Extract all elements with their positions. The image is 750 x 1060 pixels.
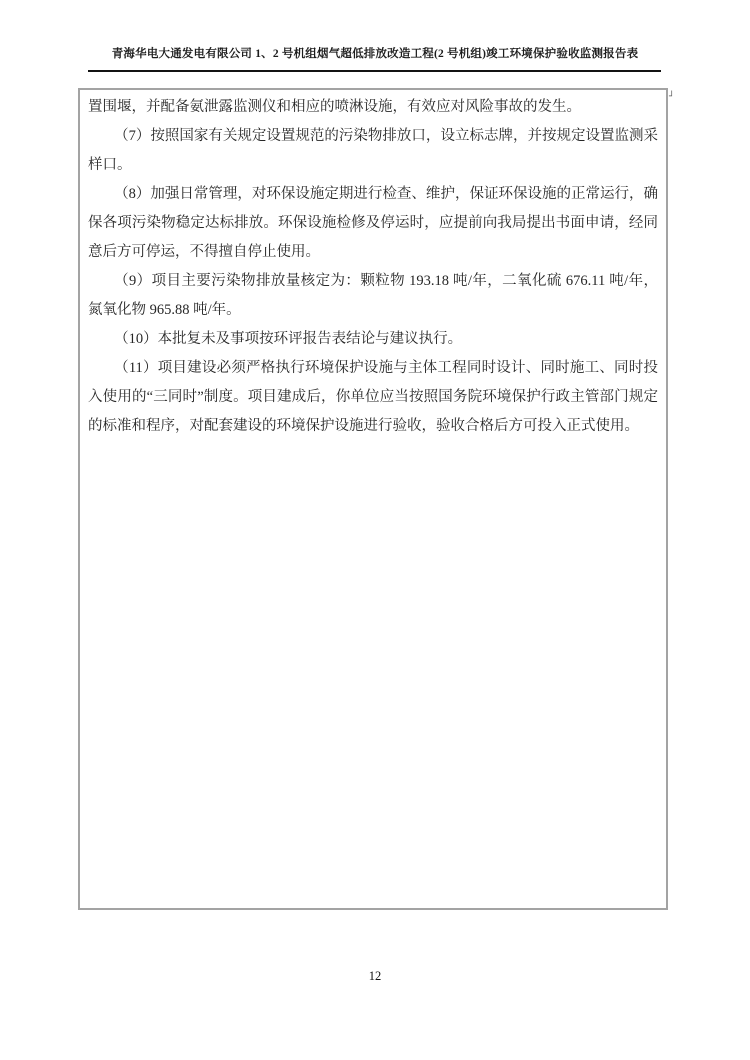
- page-number: 12: [368, 969, 382, 983]
- paragraph: 置围堰，并配备氨泄露监测仪和相应的喷淋设施，有效应对风险事故的发生。: [88, 99, 581, 115]
- cell-end-mark: ┘: [669, 92, 675, 102]
- paragraph: （10）本批复未及事项按环评报告表结论与建议执行。: [114, 331, 463, 347]
- paragraph: （7）按照国家有关规定设置规范的污染物排放口，设立标志牌，并按规定设置监测采样口。: [88, 128, 658, 173]
- header-rule: [88, 70, 661, 72]
- page-footer: [0, 969, 750, 984]
- paragraph: （11）项目建设必须严格执行环境保护设施与主体工程同时设计、同时施工、同时投入使用的“三同时”制度。项目建成后，你单位应当按照国务院环境保护行政主管部门规定的标准和程序，对配套建设的环境保护设施进行验收，验收合格后方可投入正式使用。: [88, 360, 658, 434]
- paragraph: （9）项目主要污染物排放量核定为：颗粒物 193.18 吨/年，二氧化硫 676.11 吨/年，氮氧化物 965.88 吨/年。: [88, 273, 658, 318]
- body-paragraphs: [88, 93, 658, 441]
- content-table-cell: [78, 88, 668, 910]
- header-title: 青海华电大通发电有限公司 1、2 号机组烟气超低排放改造工程(2 号机组)竣工环境保护验收监测报告表: [111, 48, 639, 60]
- paragraph: （8）加强日常管理，对环保设施定期进行检查、维护，保证环保设施的正常运行，确保各项污染物稳定达标排放。环保设施检修及停运时，应提前向我局提出书面申请，经同意后方可停运，不得擅自停止使用。: [88, 186, 658, 260]
